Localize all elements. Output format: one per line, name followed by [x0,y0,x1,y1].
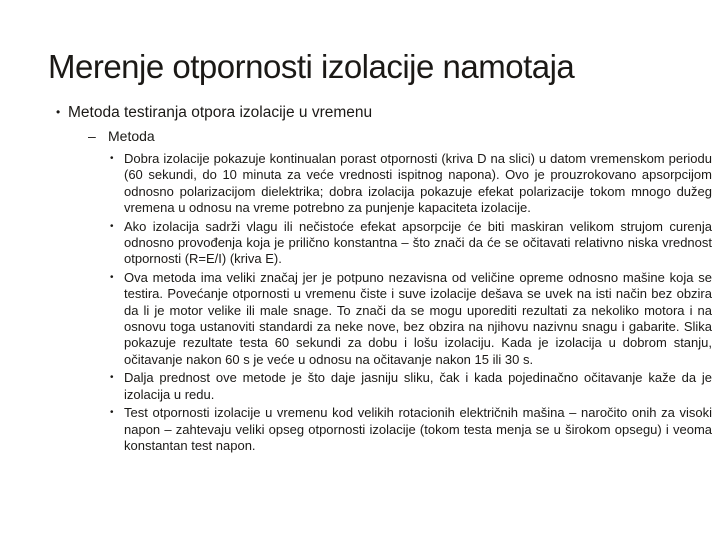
list-item-text: Test otpornosti izolacije u vremenu kod velikih rotacionih električnih mašina – naročito onih za visoki napon – zahtevaju veliki opseg otpornosti izolacije (tokom testa menja se u širokom opsegu) i veoma konstantan test napon. [124,405,712,453]
bullet-level1 [48,102,712,123]
slide-body [48,102,712,456]
bullet-level2 [48,127,712,145]
list-item [110,219,712,268]
bullet-marker: • [110,372,114,384]
dash-marker: – [88,128,96,144]
bullet-marker: • [110,271,114,283]
bullet-marker: • [110,153,114,164]
bullet-level1-text: Metoda testiranja otpora izolacije u vremenu [68,104,373,121]
list-item-text: Dalja prednost ove metode je što daje jasniju sliku, čak i kada pojedinačno očitavanje kaže da je izolacija u redu. [124,370,712,402]
bullet-marker: • [110,407,114,419]
list-item-text: Ova metoda ima veliki značaj jer je potpuno nezavisna od veličine opreme odnosno mašine koja se testira. Povećanje otpornosti u vremenu čiste i suve izolacije dešava se uvek na isti način bez obzira da li je motor velike ili male snage. To znači da se mogu uporediti rezultati za nekoliko motora i na osnovu toga ustanoviti standardi za neke nove, bez obzira na njihovu nazivnu snagu i gabarite. Slika pokazuje rezultate testa 60 sekundi za dobu i lošu izolaciju. Kada je izolacija u dobrom stanju, očitavanje nakon 60 s je veće u odnosu na očitavanje nakon 15 ili 30 s. [124,269,712,367]
list-item [110,405,712,454]
bullet-marker: • [110,220,114,232]
slide-title: Merenje otpornosti izolacije namotaja [48,48,575,85]
bullet-marker: • [56,105,61,119]
list-item [110,270,712,368]
sub-bullet-list [110,151,712,454]
list-item [110,370,712,403]
list-item-text: Ako izolacija sadrži vlagu ili nečistoće efekat apsorpcije će biti maskiran velikom strujom curenja odnosno provođenja koja je prilično konstantna – što znači da će se očitavati relativno niska vrednost otpornosti (R=E/I) (kriva E). [124,218,712,267]
list-item-text: Dobra izolacije pokazuje kontinualan porast otpornosti (kriva D na slici) u datom vremenskom periodu (60 sekundi, do 10 minuta za veće vrednosti ispitnog napona). Ovo je prouzrokovano apsorpcijom odnosno polarizacijom dielektrika; dobra izolacija pokazuje efekat polarizacije tokom mnogo dužeg vremena u odnosu na vreme potrebno za punjenje kapaciteta izolacije. [124,151,712,216]
list-item [110,151,712,217]
bullet-level2-text: Metoda [108,128,155,144]
